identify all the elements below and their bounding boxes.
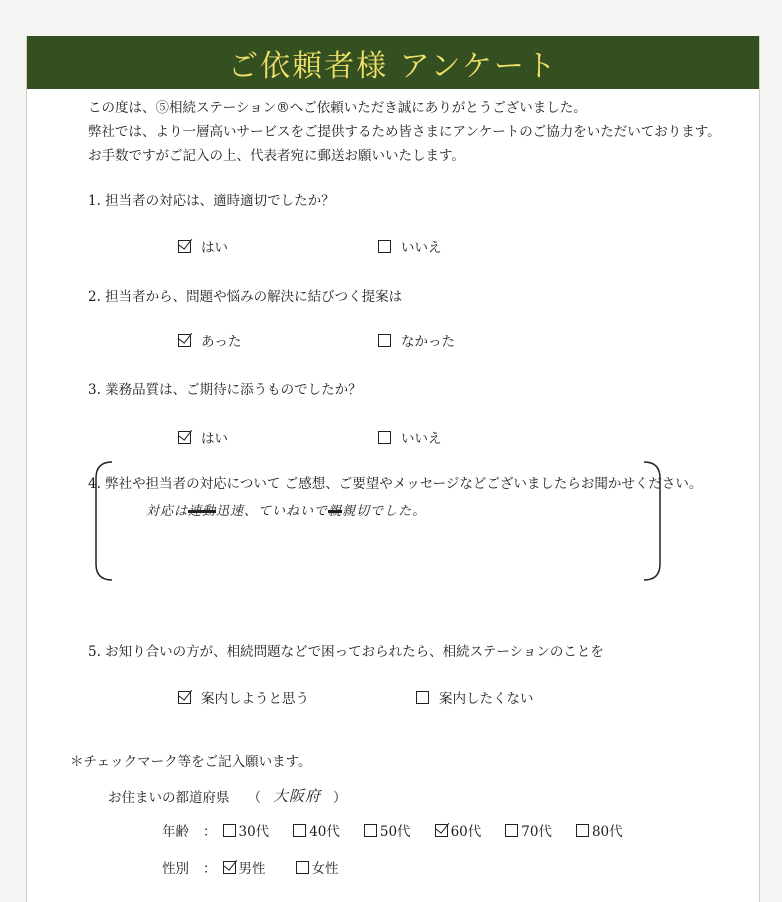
paren-open: （	[247, 789, 261, 806]
note-text: ＊チェックマーク等をご記入願います。	[70, 754, 312, 770]
checkbox[interactable]	[223, 824, 236, 837]
option-label: 30代	[238, 824, 270, 840]
intro-line-3: お手数ですがご記入の上、代表者宛に郵送お願いいたします。	[88, 148, 465, 164]
checkbox[interactable]	[364, 824, 377, 837]
checkbox-checked[interactable]	[223, 861, 236, 874]
option-label: 男性	[238, 861, 266, 877]
comment-part-2: 迅速、ていねいで	[216, 504, 329, 519]
age-option-40[interactable]	[293, 820, 340, 840]
gender-colon: ：	[203, 861, 217, 877]
intro-line-1: この度は、⑤相続ステーション®へご依頼いただき誠にありがとうございました。	[88, 100, 587, 116]
comment-struck-1: 速動	[188, 504, 217, 519]
q3-option-yes[interactable]	[178, 427, 228, 447]
option-label: 40代	[309, 824, 340, 840]
checkbox-checked[interactable]	[178, 431, 191, 444]
checkbox[interactable]	[378, 240, 391, 253]
intro-line-2: 弊社では、より一層高いサービスをご提供するため皆さまにアンケートのご協力をいただいております。	[88, 124, 721, 140]
age-option-80[interactable]	[576, 820, 623, 840]
comment-part-3: 親切でした。	[342, 504, 427, 519]
checkbox-checked[interactable]	[435, 824, 448, 837]
page-title: ご依頼者様 アンケート	[228, 48, 558, 84]
checkbox[interactable]	[576, 824, 589, 837]
option-label: はい	[201, 431, 228, 447]
title-banner	[27, 36, 759, 89]
checkbox-checked[interactable]	[178, 240, 191, 253]
age-label: 年齢	[162, 824, 189, 840]
q2-option-no[interactable]	[378, 330, 455, 350]
age-option-70[interactable]	[505, 820, 552, 840]
comment-text[interactable]	[146, 500, 426, 519]
option-label: 女性	[311, 861, 339, 877]
paren-close: ）	[333, 789, 347, 806]
checkbox[interactable]	[293, 824, 306, 837]
q5-option-yes[interactable]	[178, 687, 309, 707]
checkbox[interactable]	[416, 691, 429, 704]
age-option-60[interactable]	[435, 820, 482, 840]
gender-row	[162, 857, 339, 877]
option-label: 50代	[379, 824, 411, 840]
q1-option-no[interactable]	[378, 236, 442, 256]
comment-part-1: 対応は	[146, 504, 189, 519]
comment-struck-2: 親	[328, 504, 343, 519]
q5-option-no[interactable]	[416, 687, 534, 707]
option-label: 60代	[450, 824, 482, 840]
checkbox-checked[interactable]	[178, 691, 191, 704]
option-label: 70代	[521, 824, 552, 840]
prefecture-value[interactable]: 大阪府	[273, 787, 322, 805]
checkbox[interactable]	[296, 861, 309, 874]
gender-option-male[interactable]	[223, 857, 266, 877]
q2-option-yes[interactable]	[178, 330, 241, 350]
option-label: あった	[201, 334, 242, 350]
age-option-50[interactable]	[364, 820, 411, 840]
option-label: 案内しようと思う	[201, 691, 309, 707]
question-2: 2. 担当者から、問題や悩みの解決に結びつく提案は	[88, 289, 403, 305]
question-1: 1. 担当者の対応は、適時適切でしたか？	[88, 193, 335, 209]
option-label: いいえ	[401, 431, 442, 447]
prefecture-row	[108, 785, 347, 806]
checkbox-checked[interactable]	[178, 334, 191, 347]
age-option-30[interactable]	[223, 820, 270, 840]
question-5: 5. お知り合いの方が、相続問題などで困っておられたら、相続ステーションのことを	[88, 644, 604, 660]
age-row	[162, 820, 623, 840]
gender-option-female[interactable]	[296, 857, 339, 877]
question-3: 3. 業務品質は、ご期待に添うものでしたか？	[88, 382, 362, 398]
gender-label: 性別	[162, 861, 189, 877]
prefecture-label: お住まいの都道府県	[108, 789, 230, 806]
option-label: 案内したくない	[439, 691, 534, 707]
option-label: 80代	[591, 824, 623, 840]
question-4: 4. 弊社や担当者の対応について ご感想、ご要望やメッセージなどございましたらお聞かせください。	[88, 476, 703, 492]
checkbox[interactable]	[505, 824, 518, 837]
checkbox[interactable]	[378, 334, 391, 347]
q3-option-no[interactable]	[378, 427, 442, 447]
option-label: はい	[201, 240, 228, 256]
q1-option-yes[interactable]	[178, 236, 228, 256]
comment-bracket-frame	[90, 460, 666, 582]
option-label: いいえ	[401, 240, 442, 256]
checkbox[interactable]	[378, 431, 391, 444]
age-colon: ：	[203, 824, 217, 840]
option-label: なかった	[401, 334, 455, 350]
